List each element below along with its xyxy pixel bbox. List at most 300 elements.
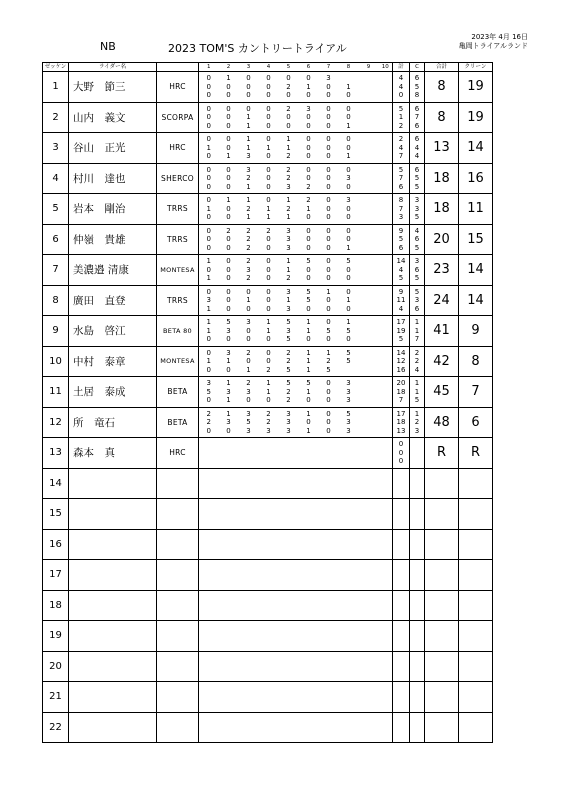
lap-score [359,244,379,253]
rider-clean: 7 [459,377,493,408]
lap-clean-value [410,479,424,488]
section-score [359,377,379,408]
lap-subtotal [393,102,410,133]
section-score [339,529,359,560]
lap-score: 1 [306,82,311,91]
lap-score [379,562,393,571]
lap-score [359,396,379,405]
lap-score [339,715,359,724]
lap-score [379,549,393,558]
section-score [319,438,339,469]
lap-clean-value [410,693,424,702]
lap-score [319,723,339,732]
lap-clean-count [410,712,425,743]
lap-clean-value: 6 [414,104,420,113]
lap-score: 0 [326,143,331,152]
lap-clean-value: 2 [414,348,420,357]
lap-score [319,701,339,710]
section-score [359,346,379,377]
lap-subtotal-value [393,579,409,588]
section-score [339,285,359,316]
lap-score [319,562,339,571]
rider-number: 7 [43,255,69,286]
section-score [339,499,359,530]
lap-score: 0 [226,213,231,221]
lap-clean-value: 6 [414,121,420,130]
lap-score [279,510,299,519]
lap-score [219,449,239,458]
lap-score: 0 [266,304,271,313]
lap-clean-count [410,621,425,652]
lap-score [299,501,319,510]
lap-score [259,518,279,527]
section-score [359,560,379,591]
section-score [199,316,219,347]
lap-score [379,662,393,671]
section-score [219,377,239,408]
section-score [319,285,339,316]
lap-score [259,579,279,588]
lap-score [259,684,279,693]
lap-score [299,684,319,693]
rider-clean: 14 [459,255,493,286]
lap-score: 0 [326,265,331,274]
lap-score: 0 [326,165,331,174]
lap-score: 3 [286,418,291,426]
lap-score: 1 [346,296,351,304]
lap-score: 5 [286,365,291,374]
lap-score [239,654,259,663]
lap-score [239,518,259,527]
lap-score: 0 [206,348,211,357]
lap-score [379,693,393,702]
lap-score: 3 [286,182,291,191]
section-score [379,407,393,438]
lap-score [279,457,299,466]
rider-number: 19 [43,621,69,652]
rider-total: 24 [425,285,459,316]
lap-score: 0 [226,82,231,91]
section-score [279,133,299,164]
section-score [199,377,219,408]
lap-score: 5 [326,365,331,374]
section-score [339,651,359,682]
rider-total [425,651,459,682]
col-number: ゼッケン [43,63,69,72]
rider-make [157,560,199,591]
lap-score: 0 [266,296,271,304]
lap-subtotal [393,194,410,225]
lap-clean-value [410,510,424,519]
lap-clean-value: 7 [414,335,420,343]
lap-score [359,266,379,275]
lap-score [259,532,279,541]
lap-score [279,501,299,510]
lap-clean-count [410,102,425,133]
section-score [379,316,393,347]
lap-score [359,257,379,266]
rider-make: SHERCO [157,163,199,194]
lap-score [299,640,319,649]
lap-clean-count [410,590,425,621]
lap-score: 0 [206,335,211,343]
lap-subtotal-value [393,549,409,558]
lap-subtotal-value: 12 [396,357,406,365]
lap-score [199,457,219,466]
table-row [43,712,493,743]
section-score [359,224,379,255]
lap-clean-count [410,224,425,255]
lap-subtotal-value: 7 [398,204,404,213]
lap-score: 0 [346,182,351,191]
lap-score: 3 [246,265,251,274]
lap-score [339,471,359,480]
lap-score: 1 [306,409,311,418]
section-score [379,224,393,255]
table-row [43,682,493,713]
lap-score: 2 [286,348,291,357]
section-score [279,529,299,560]
rider-number: 14 [43,468,69,499]
section-score [279,102,299,133]
lap-score [379,366,393,375]
lap-score: 5 [206,387,211,396]
lap-score [379,701,393,710]
lap-score [199,654,219,663]
lap-score: 0 [346,165,351,174]
lap-score [279,549,299,558]
section-score [379,529,393,560]
lap-score [359,135,379,144]
lap-score [339,571,359,580]
lap-subtotal-value [393,723,409,732]
rider-make [157,621,199,652]
lap-score: 1 [286,213,291,221]
section-score [299,438,319,469]
lap-score: 0 [266,113,271,121]
lap-clean-value: 5 [414,213,420,221]
lap-score [359,732,379,741]
section-score [299,224,319,255]
rider-clean [459,590,493,621]
lap-score [279,640,299,649]
lap-score: 0 [206,426,211,435]
lap-score [219,571,239,580]
lap-score: 0 [206,182,211,191]
lap-score [199,518,219,527]
lap-score: 2 [246,348,251,357]
lap-score [199,723,219,732]
table-row [43,255,493,286]
lap-score: 0 [326,121,331,130]
lap-score [239,671,259,680]
lap-subtotal-value [393,701,409,710]
lap-score [299,471,319,480]
section-score [319,255,339,286]
lap-clean-value: 5 [414,182,420,191]
lap-score [319,662,339,671]
section-score [319,499,339,530]
section-score [239,468,259,499]
lap-score: 3 [206,379,211,387]
rider-number: 6 [43,224,69,255]
rider-clean [459,560,493,591]
lap-score [239,501,259,510]
lap-score [339,549,359,558]
lap-score [339,684,359,693]
lap-score: 1 [306,365,311,374]
lap-score [219,732,239,741]
lap-score [359,305,379,314]
section-score [219,590,239,621]
lap-score: 1 [206,357,211,365]
lap-score: 1 [266,387,271,396]
lap-score [379,723,393,732]
lap-score [359,479,379,488]
lap-score [379,671,393,680]
section-score [339,590,359,621]
section-score [339,407,359,438]
rider-number: 22 [43,712,69,743]
lap-clean-count [410,560,425,591]
lap-score [319,449,339,458]
lap-score [279,540,299,549]
lap-score [199,593,219,602]
lap-score: 0 [306,304,311,313]
lap-score: 0 [206,213,211,221]
lap-score [359,610,379,619]
lap-score: 0 [226,257,231,265]
lap-score [379,296,393,305]
lap-score [319,479,339,488]
lap-score: 2 [206,418,211,426]
lap-score [279,701,299,710]
rider-name [69,621,157,652]
lap-score: 0 [266,274,271,282]
table-row [43,560,493,591]
lap-score: 2 [226,226,231,235]
section-score [379,285,393,316]
lap-score: 1 [226,196,231,204]
section-score [239,316,259,347]
lap-clean-value: 1 [414,409,420,418]
lap-score [319,715,339,724]
lap-score [299,723,319,732]
lap-score: 5 [286,335,291,343]
lap-score [299,593,319,602]
lap-clean-value [410,701,424,710]
lap-score [199,715,219,724]
lap-score: 2 [206,409,211,418]
lap-clean-value [410,654,424,663]
lap-score [359,471,379,480]
rider-number: 11 [43,377,69,408]
lap-score [199,623,219,632]
lap-score: 0 [346,143,351,152]
lap-score [379,327,393,336]
lap-score [279,723,299,732]
lap-clean-value: 2 [414,418,420,426]
lap-clean-value: 5 [414,396,420,404]
rider-clean: 8 [459,346,493,377]
section-score [279,163,299,194]
lap-score: 5 [306,287,311,296]
lap-score: 0 [346,226,351,235]
section-score [339,346,359,377]
lap-clean-value [410,571,424,580]
lap-score: 0 [326,82,331,91]
lap-score [239,540,259,549]
lap-score: 1 [246,296,251,304]
lap-score [219,654,239,663]
lap-score [339,701,359,710]
lap-score [299,623,319,632]
lap-score [259,610,279,619]
section-score [379,682,393,713]
lap-score: 0 [346,91,351,99]
rider-number: 10 [43,346,69,377]
lap-score: 3 [286,235,291,243]
rider-name [69,560,157,591]
lap-score: 3 [286,304,291,313]
lap-subtotal-value: 5 [398,104,404,113]
lap-score [339,671,359,680]
section-score [199,621,219,652]
section-score [339,316,359,347]
lap-subtotal-value: 13 [396,426,406,435]
table-row [43,499,493,530]
rider-total [425,712,459,743]
section-score [299,194,319,225]
lap-score [339,518,359,527]
lap-score [279,593,299,602]
section-score [219,224,239,255]
rider-clean [459,529,493,560]
lap-subtotal [393,712,410,743]
lap-score [319,623,339,632]
lap-score [239,610,259,619]
lap-clean-value [410,610,424,619]
lap-score: 0 [226,182,231,191]
lap-score [299,510,319,519]
rider-name [69,651,157,682]
section-score [299,712,319,743]
lap-score [319,632,339,641]
lap-clean-count [410,468,425,499]
lap-score: 3 [346,418,351,426]
lap-score [359,410,379,419]
section-score [259,438,279,469]
lap-score [319,579,339,588]
rider-number: 13 [43,438,69,469]
lap-score [219,610,239,619]
lap-clean-value: 6 [414,235,420,243]
lap-score [299,601,319,610]
lap-score [339,640,359,649]
rider-make: MONTESA [157,255,199,286]
rider-clean: 19 [459,102,493,133]
lap-score [279,693,299,702]
lap-score [279,449,299,458]
lap-score [319,540,339,549]
rider-clean [459,712,493,743]
lap-score: 0 [206,121,211,130]
lap-score: 3 [286,287,291,296]
section-score [219,529,239,560]
section-score [359,407,379,438]
lap-subtotal [393,255,410,286]
section-score [339,224,359,255]
lap-score: 5 [246,418,251,426]
lap-score: 2 [246,243,251,252]
section-score [219,560,239,591]
lap-score [279,518,299,527]
lap-score [239,562,259,571]
lap-score: 0 [346,265,351,274]
lap-score [379,732,393,741]
col-subtotal: 計 [393,63,410,72]
lap-score: 1 [306,326,311,335]
table-row [43,346,493,377]
lap-score [359,196,379,205]
lap-score: 0 [286,121,291,130]
rider-make: TRRS [157,224,199,255]
rider-total: 8 [425,102,459,133]
lap-score [359,174,379,183]
section-score [259,468,279,499]
lap-score [359,501,379,510]
section-score [359,133,379,164]
lap-score: 0 [206,243,211,252]
table-row [43,72,493,103]
rider-make [157,651,199,682]
section-score [239,682,259,713]
lap-subtotal [393,651,410,682]
lap-score [239,471,259,480]
lap-score: 3 [226,418,231,426]
section-score [219,346,239,377]
section-score [199,560,219,591]
lap-subtotal [393,316,410,347]
lap-clean-value [410,632,424,641]
section-score [359,194,379,225]
lap-score: 2 [266,226,271,235]
section-score [339,194,359,225]
lap-score [359,152,379,161]
lap-score [379,449,393,458]
section-score [199,72,219,103]
rider-name: 岩本 剛治 [69,194,157,225]
section-score [279,377,299,408]
table-row [43,224,493,255]
lap-score: 0 [346,113,351,121]
lap-score: 1 [306,348,311,357]
lap-clean-value [410,593,424,602]
section-score [299,72,319,103]
lap-clean-value [410,601,424,610]
lap-subtotal-value: 5 [398,165,404,174]
section-score [239,407,259,438]
section-score [359,499,379,530]
lap-score [319,571,339,580]
lap-subtotal-value: 14 [396,348,406,357]
table-row [43,621,493,652]
section-score [319,407,339,438]
lap-score [359,318,379,327]
lap-score [379,174,393,183]
lap-score [199,579,219,588]
section-score [259,560,279,591]
